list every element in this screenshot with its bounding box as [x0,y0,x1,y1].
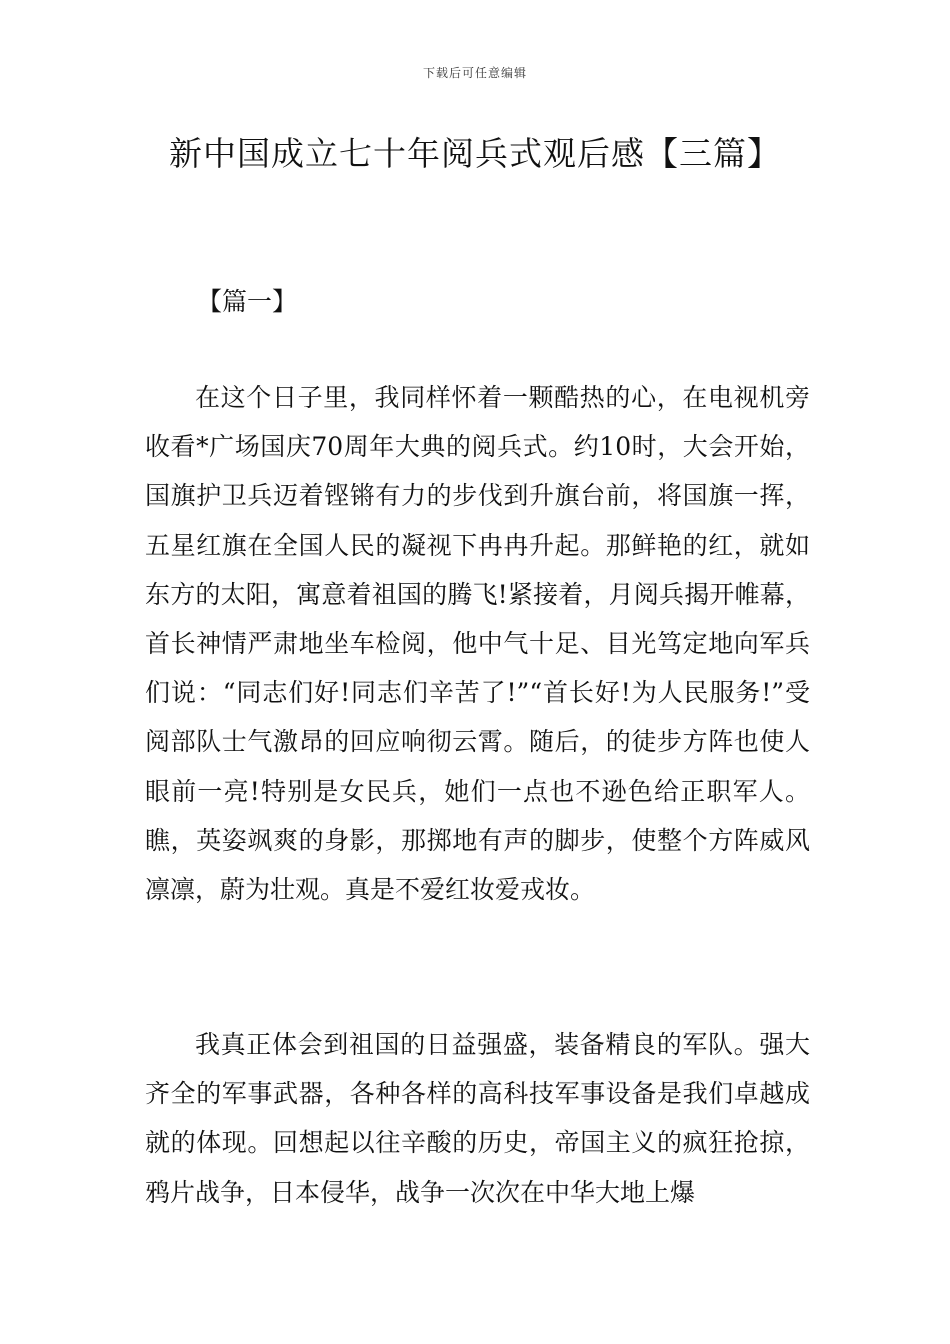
document-title: 新中国成立七十年阅兵式观后感【三篇】 [169,134,781,173]
body-paragraph-2: 我真正体会到祖国的日益强盛，装备精良的军队。强大齐全的军事武器，各种各样的高科技军事设备是我们卓越成就的体现。回想起以往辛酸的历史，帝国主义的疯狂抢掠，鸦片战争，日本侵华，战争一次次在中华大地上爆 [145,1030,810,1207]
header-note: 下载后可任意编辑 [422,66,527,80]
body-paragraph-1: 在这个日子里，我同样怀着一颗酷热的心，在电视机旁收看*广场国庆70周年大典的阅兵式。约10时，大会开始，国旗护卫兵迈着铿锵有力的步伐到升旗台前，将国旗一挥，五星红旗在全国人民的凝视下冉冉升起。那鲜艳的红，就如东方的太阳，寓意着祖国的腾飞!紧接着，月阅兵揭开帷幕，首长神情严肃地坐车检阅，他中气十足、目光笃定地向军兵们说：“同志们好!同志们辛苦了!”“首长好!为人民服务!”受阅部队士气激昂的回应响彻云霄。随后，的徒步方阵也使人眼前一亮!特别是女民兵，她们一点也不逊色给正职军人。瞧，英姿飒爽的身影，那掷地有声的脚步，使整个方阵威风凛凛，蔚为壮观。真是不爱红妆爱戎妆。 [145,383,810,905]
section-label: 【篇一】 [197,287,298,316]
